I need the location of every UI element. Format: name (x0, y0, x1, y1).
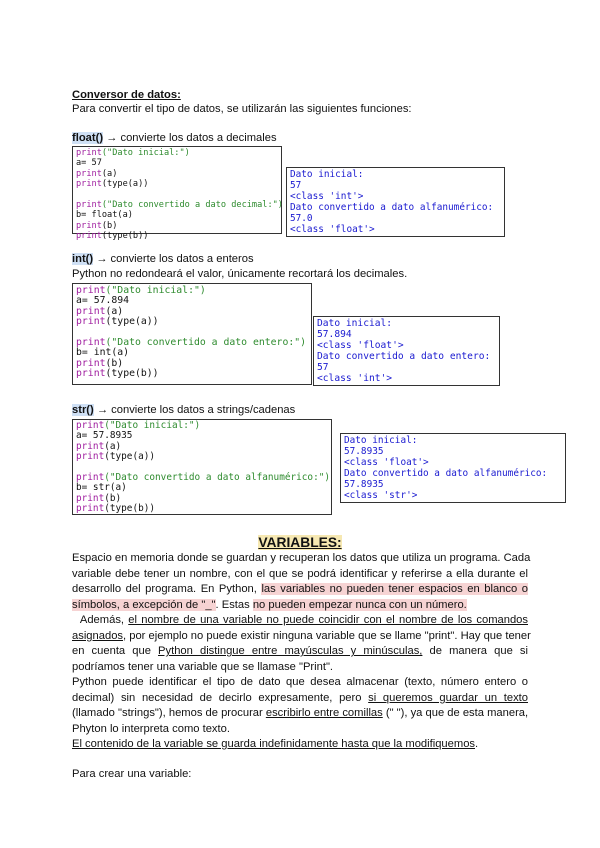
p1-line-3a: desarrollo del programa. En Python, (72, 583, 262, 596)
code-args: (type(a)) (105, 316, 159, 328)
p1-highlight-3: no pueden empezar nunca con un número. (252, 598, 467, 611)
code-line (76, 169, 278, 179)
p3-line-3a: (llamado "strings"), hemos de procurar (72, 707, 266, 720)
output-line: 57.8935 (344, 479, 384, 490)
int-output-block (313, 316, 500, 386)
code-line (76, 337, 308, 347)
code-token: print (76, 336, 106, 348)
int-func-label: int() (72, 253, 94, 265)
output-line: <class 'int'> (317, 373, 393, 384)
output-line: <class 'str'> (344, 490, 418, 501)
code-line (76, 221, 278, 231)
code-token: print (76, 148, 102, 158)
variables-paragraph-4 (72, 737, 478, 751)
str-func-label: str() (72, 404, 94, 416)
code-token: a= 57.8935 (76, 430, 133, 442)
output-line: Dato convertido a dato alfanumérico: (290, 202, 494, 213)
converter-title: Conversor de datos: (72, 89, 181, 101)
code-args: (type(b)) (105, 368, 159, 380)
code-args: (b) (105, 357, 124, 369)
output-line: Dato convertido a dato alfanumérico: (344, 468, 548, 479)
code-line (76, 190, 278, 200)
code-line (76, 295, 308, 305)
p2-line-1a: Además, (72, 614, 129, 626)
code-token: print (76, 305, 106, 317)
code-args: ("Dato convertido a dato entero:") (105, 336, 307, 348)
p2-underline-1: el nombre de una variable no puede coincidir con el nombre de los comandos (128, 614, 528, 626)
p3-line-3c: (" "), ya que de esta manera, (382, 707, 529, 720)
p1-highlight-2: símbolos, a excepción de "_" (72, 598, 216, 611)
output-line: <class 'float'> (344, 457, 429, 468)
code-line (76, 231, 278, 241)
output-line: <class 'float'> (290, 224, 375, 235)
output-line: 57.8935 (344, 446, 384, 457)
int-heading (72, 252, 254, 266)
p2-line-2 (72, 629, 531, 645)
p4-underline: El contenido de la variable se guarda indefinidamente hasta que la modifiquemos (72, 738, 476, 750)
code-args: ("Dato convertido a dato alfanumérico:") (104, 471, 331, 483)
output-line: Dato inicial: (317, 318, 393, 329)
p2-line-3c: de manera que si (422, 645, 528, 658)
code-token: print (76, 199, 102, 210)
code-token: print (76, 451, 105, 463)
code-line (76, 452, 328, 462)
str-heading (72, 403, 295, 417)
code-token: print (76, 220, 102, 231)
float-code-block (72, 146, 283, 242)
p3-underline-1: si queremos guardar un texto (368, 691, 528, 704)
code-token: print (76, 503, 105, 515)
p2-underline-2: asignados (72, 629, 124, 642)
output-line: 57 (290, 180, 302, 191)
code-line (76, 306, 308, 316)
output-line: Dato convertido a dato entero: (317, 351, 491, 362)
code-line (76, 179, 278, 189)
code-token: b= float (76, 210, 118, 221)
code-token: print (76, 471, 105, 483)
variables-title: VARIABLES: (258, 535, 342, 550)
code-args: ("Dato inicial:") (105, 285, 206, 296)
code-token: print (76, 285, 106, 296)
code-line (76, 210, 278, 220)
float-heading (72, 131, 277, 145)
p3-line-2a: decimal) sin necesidad de decirlo expresamente, pero (72, 691, 369, 704)
output-line: <class 'int'> (290, 191, 364, 202)
p1-line-1: Espacio en memoria donde se guardan y recuperan los datos que utiliza un programa. Cada (72, 552, 531, 564)
output-line: 57 (317, 362, 329, 373)
code-token: b= str (76, 482, 110, 494)
code-line (76, 158, 278, 168)
code-line (76, 504, 328, 514)
code-token: a= 57.894 (76, 295, 130, 307)
str-desc: → convierte los datos a strings/cadenas (93, 404, 296, 416)
code-args: ("Dato convertido a dato decimal:") (101, 199, 283, 210)
code-token: print (76, 231, 102, 242)
str-output-block (340, 433, 566, 503)
int-desc: → convierte los datos a enteros (93, 253, 254, 265)
p2-line-1 (72, 613, 528, 629)
code-token: print (76, 316, 106, 328)
code-args: (b) (101, 220, 118, 231)
p3-line-4: Phyton lo interpreta como texto. (72, 722, 230, 735)
code-args: (a) (105, 305, 124, 317)
output-line: <class 'float'> (317, 340, 404, 351)
code-args: (type(a)) (104, 451, 156, 463)
code-token: print (76, 179, 102, 190)
code-line (76, 358, 308, 368)
output-line: 57.0 (290, 213, 313, 224)
output-line: Dato inicial: (290, 169, 364, 180)
output-line: Dato inicial: (344, 435, 418, 446)
code-token: print (76, 420, 105, 431)
p2-underline-3: Python distingue entre mayúsculas y minúsculas, (158, 645, 423, 658)
code-args: (type(a)) (101, 179, 149, 190)
code-line (76, 199, 283, 210)
code-token: b= int (76, 347, 112, 359)
code-token: print (76, 368, 106, 380)
p3-line-1: Python puede identificar el tipo de dato que desea almacenar (texto, número entero o (72, 676, 528, 688)
p1-line-4 (72, 598, 528, 614)
p3-line-3 (72, 706, 528, 722)
int-code-block (72, 283, 312, 385)
code-args: (type(b)) (101, 231, 149, 242)
code-args: (a) (109, 482, 127, 494)
int-note: Python no redondeará el valor, únicamente recortará los decimales. (72, 268, 408, 280)
float-desc: → convierte los datos a decimales (103, 132, 277, 144)
p1-line-3 (72, 582, 528, 598)
code-token: print (76, 440, 105, 452)
code-token: a= 57 (76, 158, 102, 169)
code-line (76, 327, 308, 337)
p2-line-3a: en cuenta que (72, 645, 159, 658)
code-token: print (76, 492, 105, 504)
code-line (76, 316, 308, 326)
code-args: ("Dato inicial:") (104, 420, 201, 431)
code-line (76, 347, 308, 357)
p2-line-3 (72, 644, 528, 660)
variables-paragraph-1 (72, 551, 531, 613)
p1-line-4b: . Estas (215, 598, 253, 611)
p2-line-2b: , por ejemplo no puede existir ninguna variable que se llame "print". Hay que tener (123, 629, 531, 642)
code-args: (a) (101, 168, 118, 179)
p1-highlight-1: las variables no pueden tener espacios en blanco o (261, 583, 528, 596)
code-args: (type(b)) (104, 503, 156, 515)
p2-line-4: podríamos tener una variable que se llamase "Print". (72, 660, 334, 673)
code-token: print (76, 357, 106, 369)
output-line: 57.894 (317, 329, 352, 340)
p1-line-2: variable debe tener un nombre, con el que se podrá identificar y referirse a ella durante el (72, 567, 528, 580)
code-line (76, 148, 278, 158)
str-code-block (72, 419, 332, 515)
converter-intro: Para convertir el tipo de datos, se utilizarán las siguientes funciones: (72, 103, 412, 115)
code-args: (a) (104, 440, 122, 452)
variables-paragraph-3 (72, 675, 528, 737)
code-args: (a) (117, 210, 133, 221)
code-token: print (76, 168, 102, 179)
p3-line-2 (72, 691, 528, 707)
code-args: (b) (104, 492, 122, 504)
variables-paragraph-2 (72, 613, 531, 675)
float-output-block (286, 167, 505, 237)
code-line (76, 368, 308, 378)
p4-end: . (475, 738, 479, 750)
code-line (76, 285, 308, 295)
create-variable-label: Para crear una variable: (72, 768, 192, 780)
code-args: ("Dato inicial:") (101, 148, 190, 158)
variables-title-wrap (0, 534, 600, 551)
float-func-label: float() (72, 132, 104, 144)
p3-underline-2: escribirlo entre comillas (265, 707, 383, 720)
code-args: (a) (111, 347, 130, 359)
